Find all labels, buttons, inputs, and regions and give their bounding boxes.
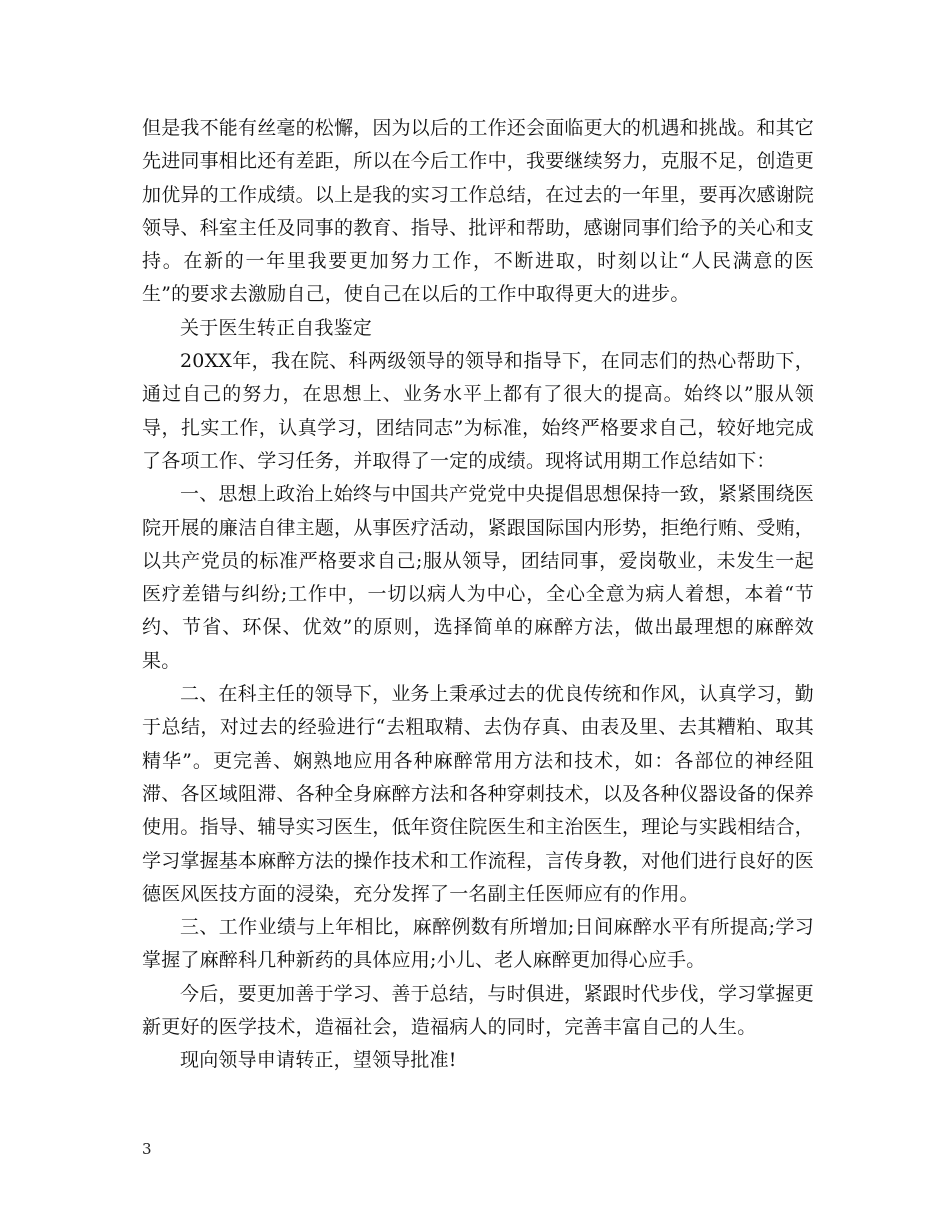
paragraph-point-three: 三、工作业绩与上年相比，麻醉例数有所增加;日间麻醉水平有所提高;学习掌握了麻醉科几种新药的具体应用;小儿、老人麻醉更加得心应手。	[142, 916, 814, 972]
section-heading: 关于医生转正自我鉴定	[180, 316, 373, 339]
paragraph-outlook: 今后，要更加善于学习、善于总结，与时俱进，紧跟时代步伐，学习掌握更新更好的医学技术，造福社会，造福病人的同时，完善丰富自己的人生。	[142, 982, 814, 1039]
paragraph-intro: 20XX年，我在院、科两级领导的领导和指导下，在同志们的热心帮助下，通过自己的努力，在思想上、业务水平上都有了很大的提高。始终以”服从领导，扎实工作，认真学习，团结同志”为标准，始终严格要求自己，较好地完成了各项工作、学习任务，并取得了一定的成绩。现将试用期工作总结如下：	[142, 350, 814, 472]
paragraph-request: 现向领导申请转正，望领导批准!	[180, 1049, 457, 1072]
page-number: 3	[142, 1140, 152, 1158]
paragraph-continuation: 但是我不能有丝毫的松懈，因为以后的工作还会面临更大的机遇和挑战。和其它先进同事相比还有差距，所以在今后工作中，我要继续努力，克服不足，创造更加优异的工作成绩。以上是我的实习工作总结，在过去的一年里，要再次感谢院领导、科室主任及同事的教育、指导、批评和帮助，感谢同事们给予的关心和支持。在新的一年里我要更加努力工作，不断进取，时刻以让“人民满意的医生”的要求去激励自己，使自己在以后的工作中取得更大的进步。	[142, 117, 815, 306]
document-body	[142, 112, 814, 1078]
paragraph-point-two: 二、在科主任的领导下，业务上秉承过去的优良传统和作风，认真学习，勤于总结，对过去的经验进行“去粗取精、去伪存真、由表及里、去其糟粕、取其精华”。更完善、娴熟地应用各种麻醉常用方法和技术，如：各部位的神经阻滞、各区域阻滞、各种全身麻醉方法和各种穿刺技术，以及各种仪器设备的保养使用。指导、辅导实习医生，低年资住院医生和主治医生，理论与实践相结合，学习掌握基本麻醉方法的操作技术和工作流程，言传身教，对他们进行良好的医德医风医技方面的浸染，充分发挥了一名副主任医师应有的作用。	[142, 683, 815, 905]
paragraph-point-one: 一、思想上政治上始终与中国共产党党中央提倡思想保持一致，紧紧围绕医院开展的廉洁自律主题，从事医疗活动，紧跟国际国内形势，拒绝行贿、受贿，以共产党员的标准严格要求自己;服从领导，团结同事，爱岗敬业，未发生一起医疗差错与纠纷;工作中，一切以病人为中心，全心全意为病人着想，本着“节约、节省、环保、优效”的原则，选择简单的麻醉方法，做出最理想的麻醉效果。	[142, 483, 815, 672]
